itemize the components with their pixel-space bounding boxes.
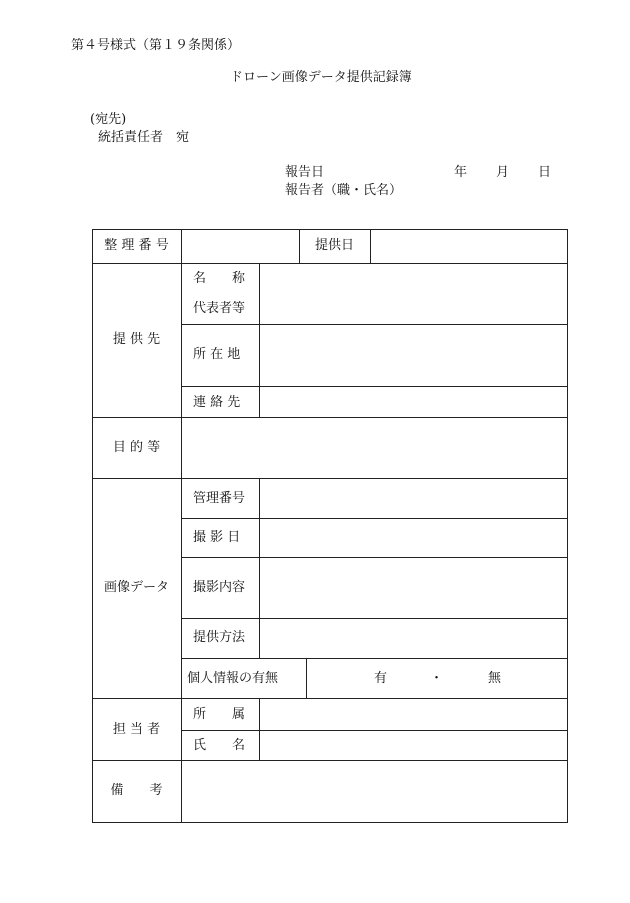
record-number-field[interactable] [182, 230, 299, 263]
personal-info-label: 個人情報の有無 [187, 671, 279, 686]
contact-field[interactable] [260, 387, 567, 417]
table-border-bottom [92, 822, 568, 823]
column-divider [306, 658, 307, 699]
address-field[interactable] [260, 325, 567, 386]
shooting-content-label: 撮影内容 [193, 580, 246, 595]
personal-info-no-option[interactable]: 無 [488, 671, 502, 686]
table-border-right [567, 229, 568, 823]
subrow-divider [181, 658, 568, 659]
person-in-charge-label: 担 当 者 [112, 722, 161, 737]
management-number-field[interactable] [260, 479, 567, 518]
remarks-label: 備 考 [110, 783, 163, 798]
report-date-label: 報告日 [285, 165, 325, 180]
provision-method-field[interactable] [260, 619, 567, 658]
day-label: 日 [538, 165, 552, 180]
option-separator: ・ [430, 671, 444, 686]
representative-label: 代表者等 [193, 301, 246, 316]
purpose-field[interactable] [182, 418, 567, 478]
provision-method-label: 提供方法 [193, 630, 246, 645]
person-name-field[interactable] [260, 731, 567, 760]
addressee-label: (宛先) [90, 112, 127, 127]
purpose-label: 目 的 等 [112, 440, 161, 455]
person-name-label: 氏 名 [193, 738, 246, 753]
shooting-content-field[interactable] [260, 558, 567, 618]
column-divider [181, 229, 182, 823]
address-label: 所 在 地 [193, 347, 241, 362]
shooting-date-field[interactable] [260, 519, 567, 557]
provider-label: 提 供 先 [112, 332, 161, 347]
remarks-field[interactable] [182, 761, 567, 822]
personal-info-yes-option[interactable]: 有 [374, 671, 388, 686]
month-label: 月 [496, 165, 510, 180]
affiliation-field[interactable] [260, 699, 567, 730]
management-number-label: 管理番号 [193, 491, 246, 506]
provider-name-field[interactable] [260, 264, 567, 324]
provided-date-field[interactable] [371, 230, 567, 263]
provider-name-label: 名 称 [193, 271, 246, 286]
form-number: 第４号様式（第１９条関係） [71, 38, 241, 53]
reporter-label: 報告者（職・氏名） [285, 183, 403, 198]
record-number-label: 整 理 番 号 [104, 238, 169, 253]
image-data-label: 画像データ [103, 580, 169, 595]
shooting-date-label: 撮 影 日 [193, 530, 241, 545]
provided-date-label: 提供日 [314, 238, 354, 253]
contact-label: 連 絡 先 [193, 395, 241, 410]
affiliation-label: 所 属 [193, 707, 246, 722]
year-label: 年 [454, 165, 468, 180]
addressee: 統括責任者 宛 [98, 130, 190, 145]
page-title: ドローン画像データ提供記録簿 [230, 70, 412, 85]
